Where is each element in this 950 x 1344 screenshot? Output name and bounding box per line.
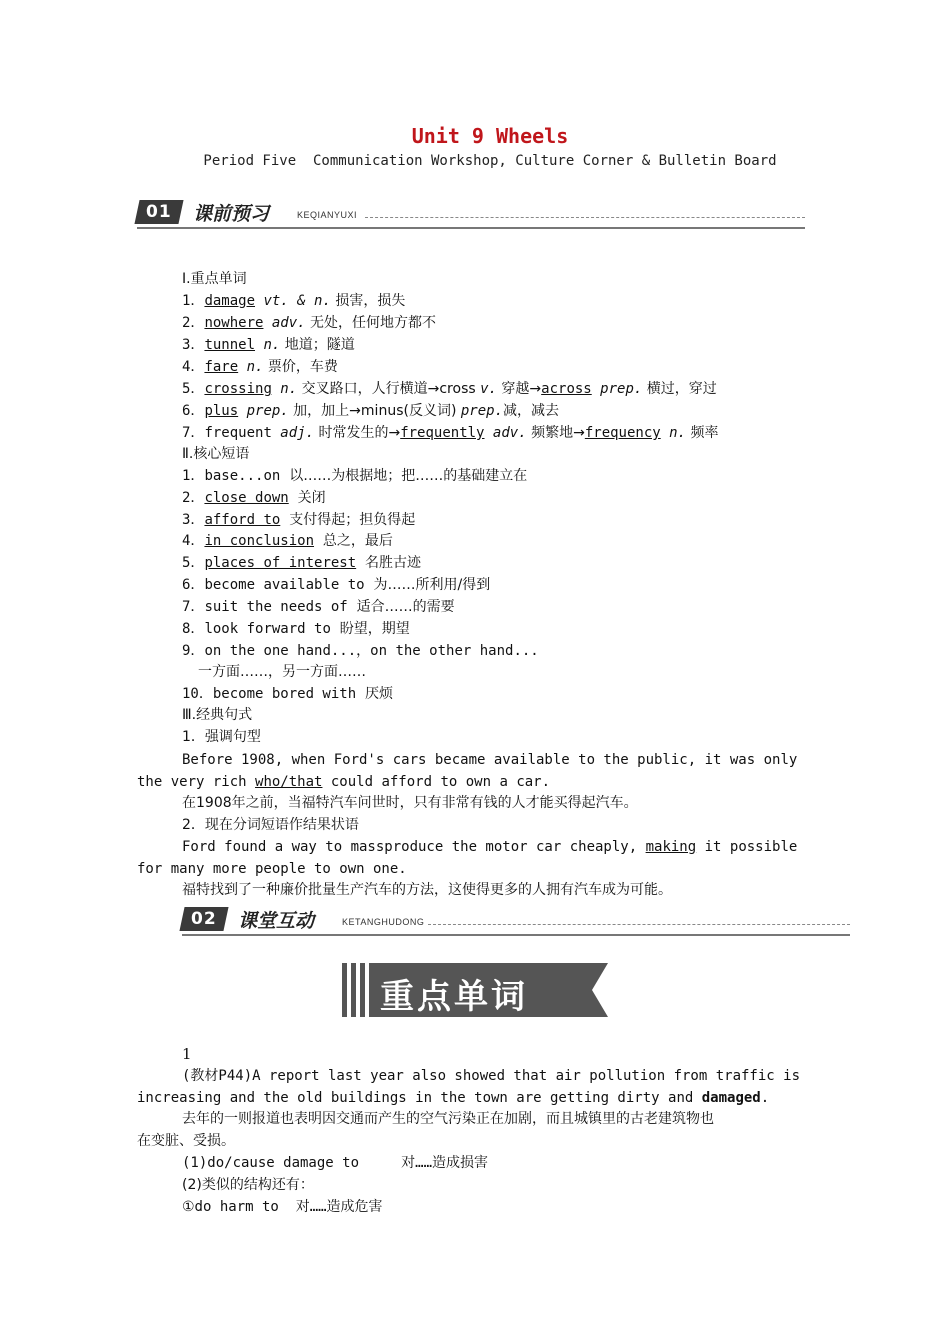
phrase-item: 10．become bored with 厌烦 xyxy=(182,686,394,702)
section-number-badge: 02 xyxy=(179,907,228,931)
phrase-item: 6．become available to 为……所利用/得到 xyxy=(182,577,491,593)
key-words-banner xyxy=(342,963,608,1017)
section-underline xyxy=(137,227,805,229)
key-words-label: 重点单词 xyxy=(380,977,528,1017)
vocab-item: 3．tunnel n. 地道；隧道 xyxy=(182,337,355,353)
phrase-item: 7．suit the needs of 适合……的需要 xyxy=(182,599,455,615)
phrase-meaning: 一方面……，另一方面…… xyxy=(198,664,366,680)
phrase-item: 3．afford to 支付得起；担负得起 xyxy=(182,512,416,528)
item-number: 1 xyxy=(182,1045,192,1063)
example-translation: 去年的一则报道也表明因交通而产生的空气污染正在加剧，而且城镇里的古老建筑物也 xyxy=(182,1111,714,1127)
phrase-item: 9．on the one hand...，on the other hand... xyxy=(182,643,539,659)
usage-note: (2)类似的结构还有： xyxy=(182,1177,314,1193)
unit-title: Unit 9 Wheels xyxy=(411,124,569,148)
sentence-translation: 福特找到了一种廉价批量生产汽车的方法，这使得更多的人拥有汽车成为可能。 xyxy=(182,882,672,898)
section-pinyin: KEQIANYUXI xyxy=(297,210,358,220)
sentence-english: for many more people to own one. xyxy=(137,861,407,877)
phrase-item: 4．in conclusion 总之，最后 xyxy=(182,533,393,549)
vocab-item: 1．damage vt. & n. 损害，损失 xyxy=(182,293,406,309)
example-english: (教材P44)A report last year also showed that air pollution from traffic is xyxy=(182,1068,801,1084)
example-english: increasing and the old buildings in the town are getting dirty and damaged. xyxy=(137,1090,770,1106)
sentences-heading: Ⅲ.经典句式 xyxy=(182,707,253,723)
sentence-english: Before 1908, when Ford's cars became available to the public, it was only xyxy=(182,752,798,768)
vocab-item: 5．crossing n. 交叉路口，人行横道→cross v. 穿越→across prep. 横过，穿过 xyxy=(182,381,717,397)
vocab-item: 2．nowhere adv. 无处，任何地方都不 xyxy=(182,315,437,331)
dashed-divider xyxy=(365,217,805,218)
section-label: 课堂互动 xyxy=(238,910,315,932)
usage-note: ①do harm to 对……造成危害 xyxy=(182,1199,383,1215)
section-label: 课前预习 xyxy=(193,203,270,225)
usage-note: (1)do/cause damage to 对……造成损害 xyxy=(182,1155,489,1171)
vocab-heading: Ⅰ.重点单词 xyxy=(182,271,247,287)
period-subtitle: Period Five Communication Workshop, Culture Corner & Bulletin Board xyxy=(203,153,777,169)
phrase-item: 2．close down 关闭 xyxy=(182,490,326,506)
dashed-divider xyxy=(428,924,850,925)
example-translation: 在变脏、受损。 xyxy=(137,1133,235,1149)
vocab-item: 7．frequent adj. 时常发生的→frequently adv. 频繁地→frequency n. 频率 xyxy=(182,425,719,441)
phrase-item: 5．places of interest 名胜古迹 xyxy=(182,555,422,571)
sentence-title: 1．强调句型 xyxy=(182,729,261,745)
vocab-item: 4．fare n. 票价，车费 xyxy=(182,359,338,375)
section-underline xyxy=(182,934,850,936)
sentence-english: the very rich who/that could afford to own a car. xyxy=(137,774,551,790)
phrase-item: 8．look forward to 盼望，期望 xyxy=(182,621,410,637)
sentence-title: 2．现在分词短语作结果状语 xyxy=(182,817,359,833)
sentence-english: Ford found a way to massproduce the motor car cheaply, making it possible xyxy=(182,839,798,855)
sentence-translation: 在1908年之前，当福特汽车问世时，只有非常有钱的人才能买得起汽车。 xyxy=(182,795,638,811)
vocab-item: 6．plus prep. 加，加上→minus(反义词) prep.减，减去 xyxy=(182,403,560,419)
section-banner-classroom xyxy=(182,905,850,935)
section-number-badge: 01 xyxy=(134,200,183,224)
phrase-item: 1．base...on 以……为根据地；把……的基础建立在 xyxy=(182,468,528,484)
section-pinyin: KETANGHUDONG xyxy=(342,917,425,927)
phrases-heading: Ⅱ.核心短语 xyxy=(182,446,250,462)
section-banner-preview xyxy=(137,198,805,228)
